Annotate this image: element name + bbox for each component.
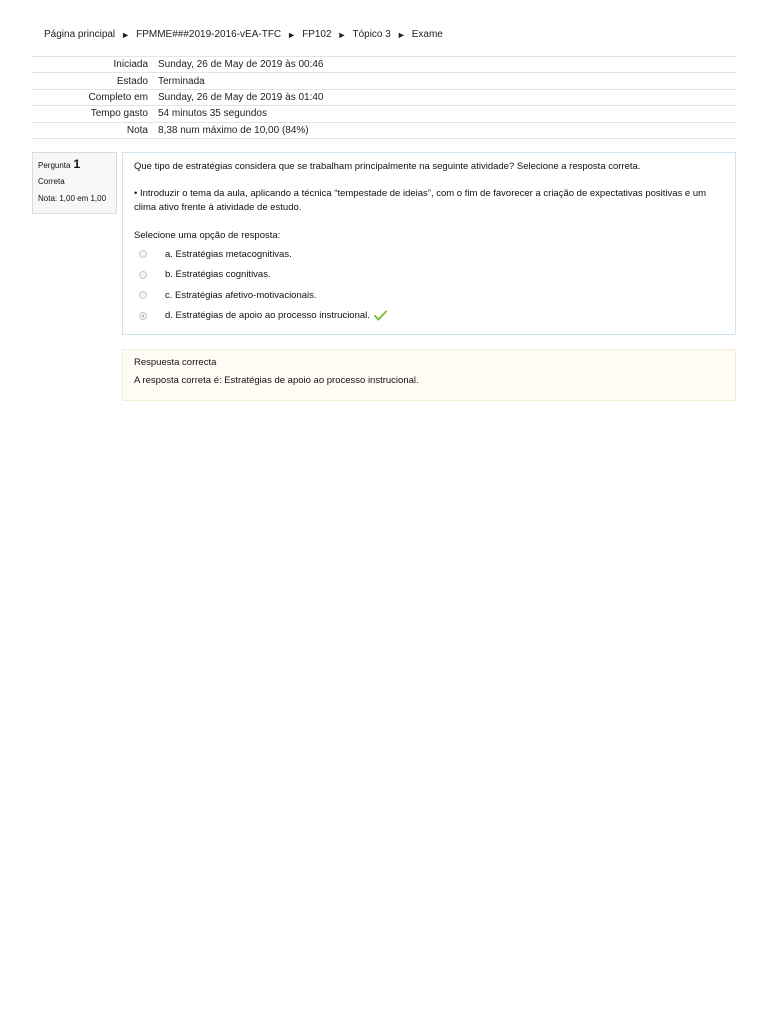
- answer-option-b: [134, 265, 724, 286]
- answer-option-c: [134, 285, 724, 306]
- answer-radio-d[interactable]: [139, 312, 147, 320]
- check-icon: [374, 310, 387, 321]
- breadcrumb-exam-link[interactable]: Exame: [411, 29, 443, 40]
- summary-value: Sunday, 26 de May de 2019 às 00:46: [158, 57, 736, 73]
- summary-row-grade: [32, 122, 736, 138]
- summary-row-completed: [32, 89, 736, 105]
- feedback-box: [122, 349, 736, 401]
- summary-label: Estado: [32, 73, 158, 89]
- question-text: Que tipo de estratégias considera que se trabalham principalmente na seguinte atividade? Selecione a resposta correta.: [134, 161, 641, 172]
- answer-list: [134, 244, 724, 326]
- answer-prompt: Selecione uma opção de resposta:: [134, 230, 281, 241]
- breadcrumb-course-link[interactable]: FPMME###2019-2016-vEA-TFC: [136, 29, 282, 40]
- answer-option-d: [134, 306, 724, 327]
- answer-option-a: [134, 244, 724, 265]
- summary-value: 54 minutos 35 segundos: [158, 106, 736, 122]
- breadcrumb: [44, 29, 443, 40]
- answer-radio-a[interactable]: [139, 250, 147, 258]
- summary-label: Completo em: [32, 89, 158, 105]
- question-state: Correta: [38, 177, 65, 186]
- breadcrumb-home-link[interactable]: Página principal: [44, 29, 116, 40]
- question-activity-text: • Introduzir o tema da aula, aplicando a técnica “tempestade de ideias”, com o fim de favorecer a criação de expectativas positivas e um clima ativo frente à atividade de estudo.: [134, 188, 707, 213]
- summary-row-state: [32, 73, 736, 89]
- breadcrumb-separator-icon: ►: [337, 29, 347, 40]
- breadcrumb-topic-link[interactable]: Tópico 3: [352, 29, 391, 40]
- answer-label: c. Estratégias afetivo-motivacionais.: [165, 289, 317, 301]
- question-grade: Nota: 1,00 em 1,00: [38, 194, 107, 203]
- answer-radio-b[interactable]: [139, 271, 147, 279]
- breadcrumb-separator-icon: ►: [121, 29, 131, 40]
- question-info-box: [32, 152, 117, 214]
- summary-row-time-taken: [32, 106, 736, 122]
- summary-label: Nota: [32, 122, 158, 138]
- summary-label: Tempo gasto: [32, 106, 158, 122]
- answer-radio-c[interactable]: [139, 291, 147, 299]
- feedback-title: Respuesta correcta: [134, 357, 217, 368]
- answer-label: b. Estratégias cognitivas.: [165, 269, 271, 281]
- summary-label: Iniciada: [32, 57, 158, 73]
- question-number-label: Pergunta: [38, 161, 71, 170]
- summary-value: 8,38 num máximo de 10,00 (84%): [158, 122, 736, 138]
- breadcrumb-module-link[interactable]: FP102: [302, 29, 332, 40]
- answer-label: d. Estratégias de apoio ao processo instrucional.: [165, 310, 370, 322]
- question-formulation: [122, 152, 736, 335]
- summary-row-started: [32, 57, 736, 73]
- breadcrumb-separator-icon: ►: [396, 29, 406, 40]
- answer-label: a. Estratégias metacognitivas.: [165, 248, 292, 260]
- question-number-value: 1: [73, 157, 81, 171]
- attempt-summary-table: [32, 56, 736, 139]
- question-number: [38, 157, 111, 171]
- summary-value: Terminada: [158, 73, 736, 89]
- summary-value: Sunday, 26 de May de 2019 às 01:40: [158, 89, 736, 105]
- correct-answer-text: A resposta correta é: Estratégias de apoio ao processo instrucional.: [134, 375, 419, 386]
- breadcrumb-separator-icon: ►: [287, 29, 297, 40]
